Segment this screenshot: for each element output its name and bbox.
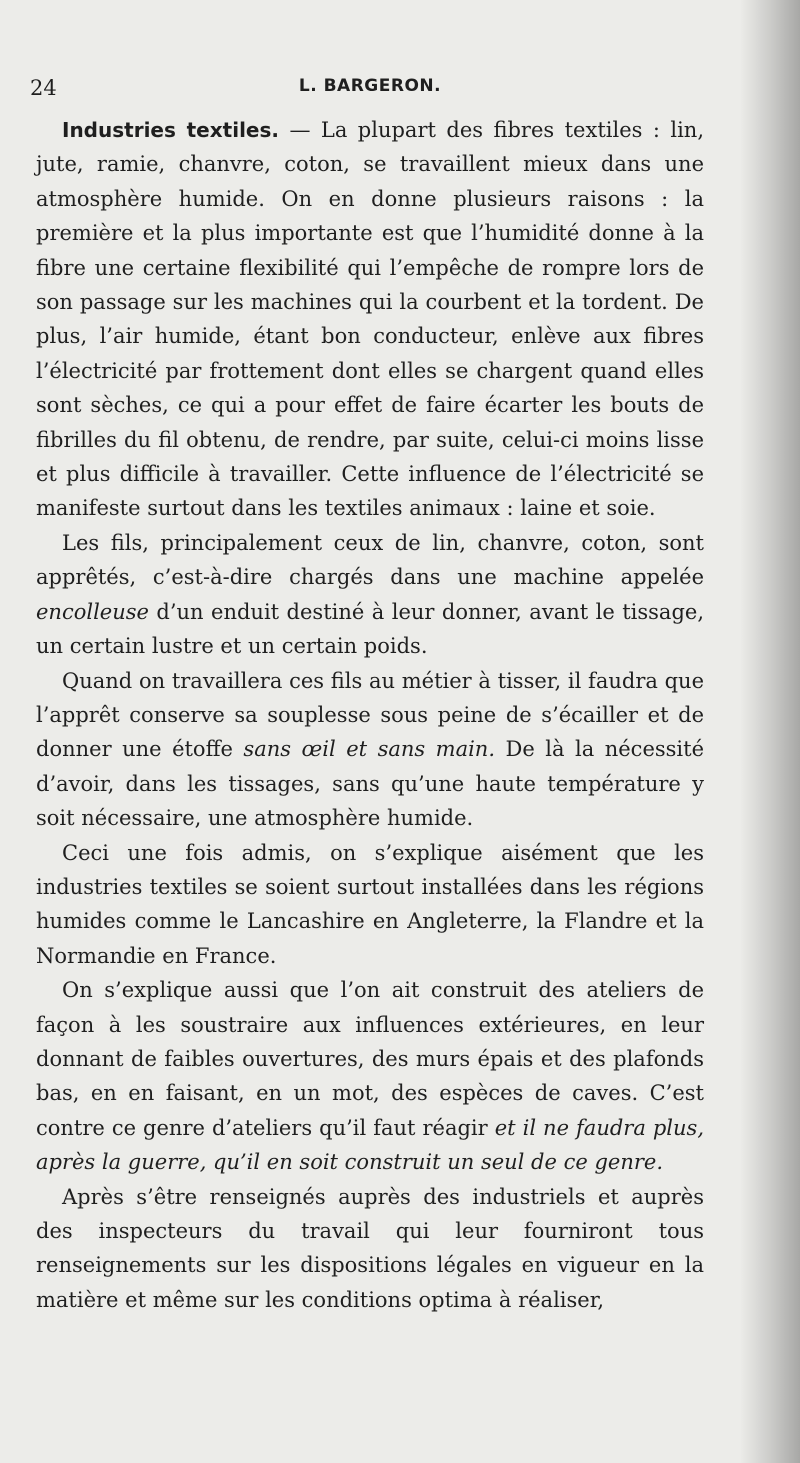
paragraph-ateliers <box>36 973 704 1179</box>
paragraph-text: De là la nécessité d’avoir, dans les tissages, sans qu’une haute température y soit nécessaire, une atmosphère humide. <box>36 737 705 831</box>
italic-phrase: sans œil et sans main. <box>243 737 496 762</box>
paragraph-text: Ceci une fois admis, on s’explique aisément que les industries textiles se soient surtout installées dans les régions humides comme le Lancashire en Angleterre, la Flandre et la Normandie en France. <box>36 840 704 968</box>
paragraph-metier <box>36 664 704 836</box>
page-header <box>30 76 710 102</box>
paragraph-regions <box>36 836 704 974</box>
section-title: Industries textiles. <box>62 118 279 142</box>
body-text <box>36 113 704 1317</box>
paragraph-text: Quand on travaillera ces fils au métier à tisser, il faudra que l’apprêt conserve sa souplesse sous peine de s’écailler et de donner une étoffe <box>36 668 704 762</box>
paragraph-industries-textiles <box>36 113 704 526</box>
italic-term: encolleuse <box>36 599 149 624</box>
paragraph-apprets <box>36 526 704 664</box>
paragraph-text: — La plupart des fibres textiles : lin, jute, ramie, chanvre, coton, se travaillent mieux dans une atmosphère humide. On en donne plusieurs raisons : la première et la plus importante est que l’humidité donne à la fibre une certaine flexibilité qui l’empêche de rompre lors de son passage sur les machines qui la courbent et la tordent. De plus, l’air humide, étant bon conducteur, enlève aux fibres l’électricité par frottement dont elles se chargent quand elles sont sèches, ce qui a pour effet de faire écarter les bouts de fibrilles du fil obtenu, de rendre, par suite, celui-ci moins lisse et plus difficile à travailler. Cette influence de l’électricité se manifeste surtout dans les textiles animaux : laine et soie. <box>36 118 705 521</box>
italic-phrase: et il ne faudra plus, après la guerre, qu’il en soit construit un seul de ce genre. <box>36 1115 704 1175</box>
paragraph-text: On s’explique aussi que l’on ait construit des ateliers de façon à les soustraire aux influences extérieures, en leur donnant de faibles ouvertures, des murs épais et des plafonds bas, en en faisant, en un mot, des espèces de caves. C’est contre ce genre d’ateliers qu’il faut réagir <box>36 978 704 1140</box>
paragraph-text: Les fils, principalement ceux de lin, chanvre, coton, sont apprêtés, c’est-à-dire chargés dans une machine appelée <box>36 530 704 590</box>
running-head: L. BARGERON. <box>298 76 442 96</box>
paragraph-text: Après s’être renseignés auprès des industriels et auprès des inspecteurs du travail qui leur fourniront tous renseignements sur les dispositions légales en vigueur en la matière et même sur les conditions optima à réaliser, <box>36 1184 704 1312</box>
page-number: 24 <box>30 76 57 100</box>
paragraph-text: d’un enduit destiné à leur donner, avant le tissage, un certain lustre et un certain poids. <box>36 599 704 659</box>
paragraph-renseignements <box>36 1180 704 1318</box>
